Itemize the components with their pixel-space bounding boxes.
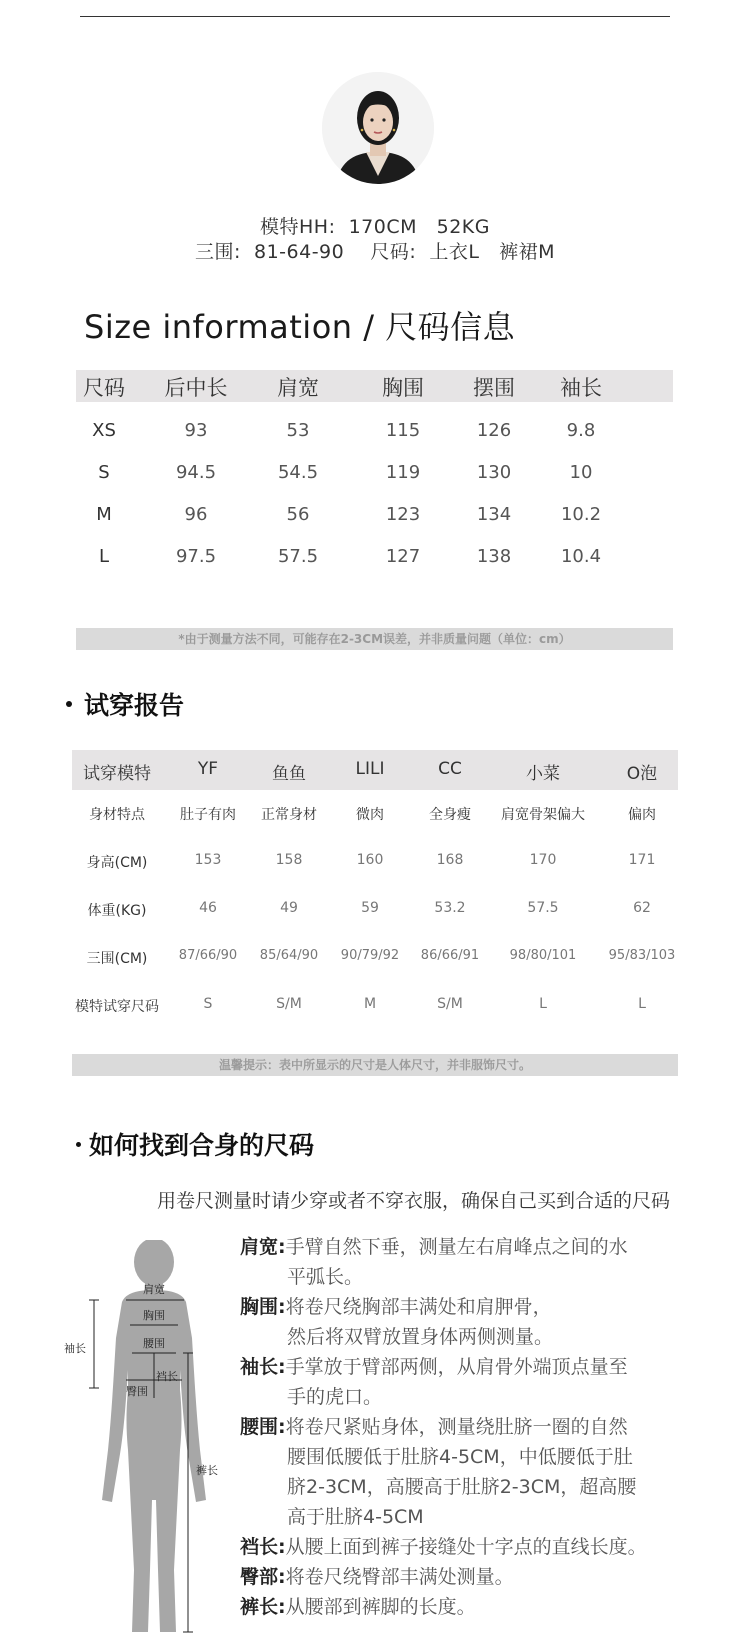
size-cell: S [98,462,110,483]
try-cell: 微肉 [356,807,384,823]
try-cell: 偏肉 [628,807,656,823]
size-cell: 93 [184,420,208,441]
desc-shoulder [240,1232,628,1262]
try-cell: 体重(KG) [87,903,147,919]
size-header-cell: 胸围 [382,376,424,400]
try-cell: 170 [529,852,557,868]
desc-term: 肩宽: [240,1236,286,1258]
desc-term: 臀部: [240,1566,286,1588]
try-cell: 158 [275,852,303,868]
try-header-cell: O泡 [626,764,658,784]
size-cell: 134 [476,504,512,525]
size-cell: 127 [385,546,421,567]
model-sizes: 三围: 81-64-90 尺码: 上衣L 裤裙M [195,241,555,263]
try-cell: 160 [356,852,384,868]
model-measurements: 模特HH: 170CM 52KG [260,216,490,238]
size-cell: 56 [286,504,310,525]
figure-label-crotch: 裆长 [156,1370,178,1383]
size-header-cell: 肩宽 [277,376,319,400]
desc-hip [240,1562,514,1592]
size-cell: 119 [385,462,421,483]
figure-label-chest: 胸围 [143,1309,165,1322]
try-cell: S/M [437,996,463,1012]
desc-chest [240,1292,552,1322]
try-cell: 肩宽骨架偏大 [501,807,585,823]
size-cell: 130 [476,462,512,483]
size-cell: 96 [184,504,208,525]
size-cell: L [98,546,110,567]
desc-waist-cont: 高于肚脐4-5CM [287,1506,424,1528]
try-cell: 53.2 [434,900,466,916]
size-cell: XS [92,420,116,441]
try-cell: M [363,996,377,1012]
howto-intro: 用卷尺测量时请少穿或者不穿衣服，确保自己买到合适的尺码 [156,1190,670,1212]
try-header-cell: 试穿模特 [83,764,151,784]
size-cell: 9.8 [566,420,596,441]
try-cell: 三围(CM) [86,951,148,967]
bullet-icon [76,1142,81,1147]
size-cell: 115 [385,420,421,441]
desc-waist-cont: 脐2-3CM，高腰高于肚脐2-3CM，超高腰 [287,1476,637,1498]
try-cell: L [638,996,646,1012]
try-on-title-text: 试穿报告 [84,691,185,720]
top-divider [80,16,670,17]
desc-text: 手臂自然下垂，测量左右肩峰点之间的水 [285,1236,628,1258]
try-cell: 身高(CM) [86,855,148,871]
size-cell: 126 [476,420,512,441]
desc-text: 将卷尺绕臀部丰满处测量。 [285,1566,514,1588]
try-cell: L [539,996,547,1012]
try-cell: 46 [199,900,217,916]
figure-label-pants: 裤长 [196,1464,218,1477]
model-avatar [322,72,434,184]
desc-term: 裆长: [240,1536,286,1558]
try-cell: S [203,996,213,1012]
try-cell: 身材特点 [89,807,145,823]
size-note: *由于测量方法不同，可能存在2-3CM误差，并非质量问题（单位：cm） [76,628,673,650]
try-cell: 57.5 [527,900,559,916]
body-silhouette-icon [56,1240,246,1640]
try-on-note: 温馨提示：表中所显示的尺寸是人体尺寸，并非服饰尺寸。 [72,1054,678,1076]
size-cell: 94.5 [175,462,217,483]
try-cell: 正常身材 [261,807,317,823]
body-measurement-figure [56,1240,246,1640]
desc-text: 将卷尺绕胸部丰满处和肩胛骨， [285,1296,552,1318]
try-cell: 肚子有肉 [180,807,236,823]
size-cell: 57.5 [277,546,319,567]
bullet-icon [66,701,72,707]
desc-shoulder-cont: 平弧长。 [287,1266,364,1288]
desc-term: 裤长: [240,1596,286,1618]
desc-text: 从腰部到裤脚的长度。 [285,1596,476,1618]
figure-label-shoulder: 肩宽 [143,1283,165,1296]
try-cell: 98/80/101 [509,948,577,963]
size-cell: 10 [569,462,593,483]
try-cell: 95/83/103 [608,948,676,963]
try-cell: 全身瘦 [429,807,471,823]
howto-title [76,1126,314,1162]
size-cell: 53 [286,420,310,441]
try-cell: 168 [436,852,464,868]
desc-text: 将卷尺紧贴身体，测量绕肚脐一圈的自然 [285,1416,628,1438]
try-cell: 49 [280,900,298,916]
desc-sleeve [240,1352,628,1382]
size-header-cell: 袖长 [560,376,602,400]
size-cell: 10.2 [560,504,602,525]
try-on-table-header [72,750,678,790]
desc-term: 胸围: [240,1296,286,1318]
size-cell: 123 [385,504,421,525]
try-cell: 153 [194,852,222,868]
size-header-cell: 摆围 [473,376,515,400]
desc-crotch [240,1532,647,1562]
size-cell: 97.5 [175,546,217,567]
howto-title-text: 如何找到合身的尺码 [89,1131,315,1160]
figure-label-sleeve: 袖长 [64,1342,86,1355]
try-cell: 86/66/91 [420,948,480,963]
desc-waist [240,1412,628,1442]
size-cell: 54.5 [277,462,319,483]
model-portrait-icon [322,72,434,184]
size-cell: 138 [476,546,512,567]
desc-pants [240,1592,476,1622]
desc-sleeve-cont: 手的虎口。 [287,1386,383,1408]
size-info-title: Size information / 尺码信息 [84,308,516,346]
try-cell: 87/66/90 [178,948,238,963]
size-table-header [76,370,673,402]
try-cell: S/M [276,996,302,1012]
try-cell: 模特试穿尺码 [75,999,159,1015]
figure-label-hip: 臀围 [126,1385,148,1398]
try-cell: 171 [628,852,656,868]
desc-text: 手掌放于臂部两侧，从肩骨外端顶点量至 [285,1356,628,1378]
size-header-cell: 后中长 [164,376,228,400]
figure-label-waist: 腰围 [143,1337,165,1350]
desc-chest-cont: 然后将双臂放置身体两侧测量。 [287,1326,554,1348]
desc-waist-cont: 腰围低腰低于肚脐4-5CM，中低腰低于肚 [287,1446,633,1468]
try-on-title [66,686,184,722]
try-cell: 85/64/90 [259,948,319,963]
try-header-cell: 鱼鱼 [272,764,306,784]
size-cell: 10.4 [560,546,602,567]
desc-text: 从腰上面到裤子接缝处十字点的直线长度。 [285,1536,647,1558]
try-cell: 59 [361,900,379,916]
desc-term: 腰围: [240,1416,286,1438]
size-header-cell: 尺码 [83,376,125,400]
try-header-cell: 小菜 [526,764,560,784]
try-header-cell: LILI [355,759,385,779]
try-header-cell: CC [438,759,462,779]
try-header-cell: YF [197,759,219,779]
try-cell: 90/79/92 [340,948,400,963]
size-cell: M [96,504,112,525]
try-cell: 62 [633,900,651,916]
desc-term: 袖长: [240,1356,286,1378]
